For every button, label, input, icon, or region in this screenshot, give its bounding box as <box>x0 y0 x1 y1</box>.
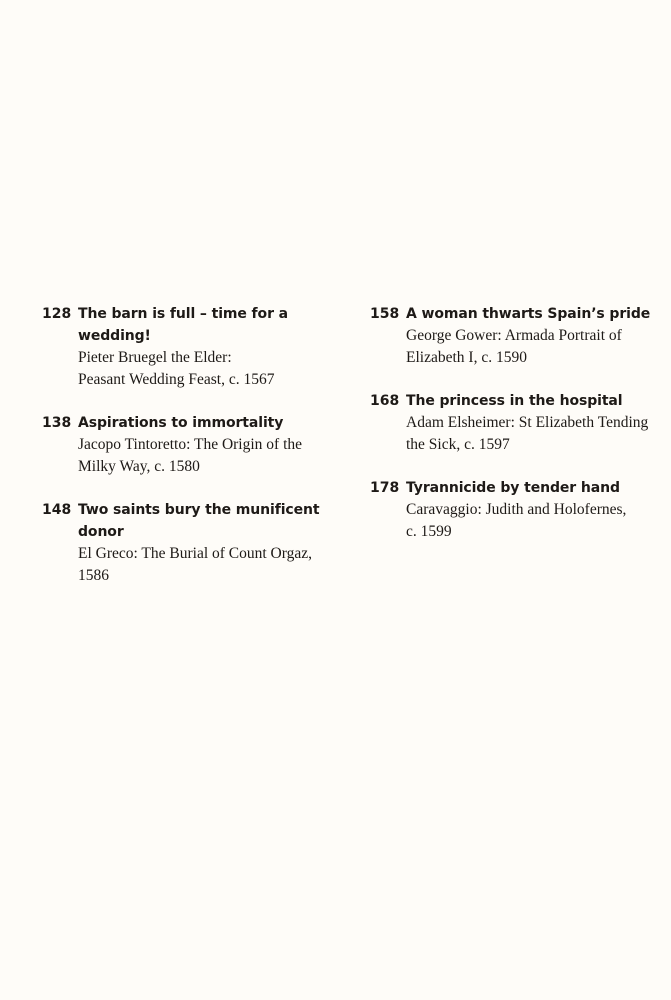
entry-title-line: wedding! <box>78 328 151 344</box>
entry-body <box>406 390 662 456</box>
entry-title <box>78 303 332 347</box>
entry-description-line: the Sick, c. 1597 <box>406 436 510 453</box>
toc-entry <box>42 303 332 391</box>
page-number: 158 <box>370 306 400 322</box>
entry-description <box>406 412 662 456</box>
entry-body <box>406 477 662 543</box>
entry-title-line: Tyrannicide by tender hand <box>406 480 620 496</box>
entry-title <box>406 303 662 325</box>
entry-description <box>406 325 662 369</box>
page-number: 148 <box>42 502 72 518</box>
entry-title-line: The princess in the hospital <box>406 393 623 409</box>
entry-title-line: Aspirations to immortality <box>78 415 284 431</box>
toc-right-column <box>370 303 662 543</box>
entry-title-line: donor <box>78 524 124 540</box>
entry-description-line: Pieter Bruegel the Elder: <box>78 349 232 366</box>
page-number: 178 <box>370 480 400 496</box>
entry-description-line: Adam Elsheimer: St Elizabeth Tending <box>406 414 649 431</box>
entry-title-line: The barn is full – time for a <box>78 306 288 322</box>
entry-description-line: Peasant Wedding Feast, c. 1567 <box>78 371 275 388</box>
toc-entry <box>370 390 662 456</box>
entry-description <box>78 347 332 391</box>
entry-title <box>78 412 332 434</box>
entry-description-line: Caravaggio: Judith and Holofernes, <box>406 501 627 518</box>
entry-title-line: A woman thwarts Spain’s pride <box>406 306 651 322</box>
toc-left-column <box>42 303 332 587</box>
entry-description-line: c. 1599 <box>406 523 452 540</box>
entry-description-line: Elizabeth I, c. 1590 <box>406 349 527 366</box>
entry-description-line: George Gower: Armada Portrait of <box>406 327 622 344</box>
entry-description-line: Milky Way, c. 1580 <box>78 458 200 475</box>
page-number: 168 <box>370 393 400 409</box>
entry-description <box>78 543 332 587</box>
entry-title-line: Two saints bury the munificent <box>78 502 320 518</box>
entry-title <box>406 390 662 412</box>
page-number: 128 <box>42 306 72 322</box>
entry-title <box>78 499 332 543</box>
entry-description <box>406 499 662 543</box>
entry-description-line: El Greco: The Burial of Count Orgaz, <box>78 545 313 562</box>
entry-description <box>78 434 332 478</box>
entry-body <box>406 303 662 369</box>
entry-body <box>78 303 332 391</box>
entry-description-line: 1586 <box>78 567 109 584</box>
entry-body <box>78 499 332 587</box>
toc-entry <box>370 477 662 543</box>
entry-body <box>78 412 332 478</box>
toc-entry <box>370 303 662 369</box>
page-number: 138 <box>42 415 72 431</box>
entry-description-line: Jacopo Tintoretto: The Origin of the <box>78 436 303 453</box>
toc-entry <box>42 412 332 478</box>
entry-title <box>406 477 662 499</box>
toc-entry <box>42 499 332 587</box>
